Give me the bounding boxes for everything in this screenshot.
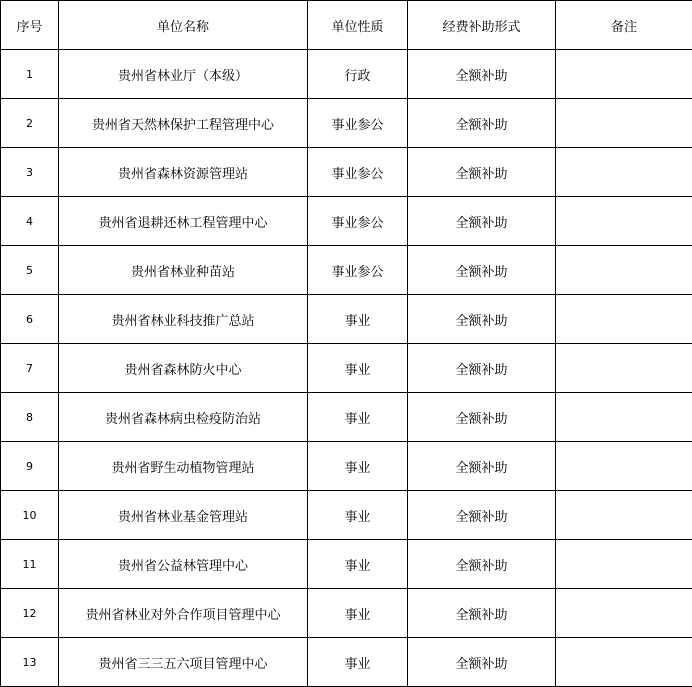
cell-no: 8 xyxy=(1,393,59,442)
cell-unit-nature: 事业 xyxy=(308,295,408,344)
cell-unit-nature: 事业 xyxy=(308,491,408,540)
header-funding-form: 经费补助形式 xyxy=(408,1,556,50)
cell-remark xyxy=(556,344,692,393)
header-unit-name: 单位名称 xyxy=(59,1,308,50)
table-row xyxy=(1,393,692,442)
cell-remark xyxy=(556,295,692,344)
cell-no: 5 xyxy=(1,246,59,295)
cell-no: 7 xyxy=(1,344,59,393)
cell-remark xyxy=(556,442,692,491)
cell-funding-form: 全额补助 xyxy=(408,99,556,148)
cell-unit-nature: 事业 xyxy=(308,589,408,638)
table-row xyxy=(1,638,692,687)
table-row xyxy=(1,540,692,589)
cell-unit-nature: 事业 xyxy=(308,344,408,393)
cell-no: 6 xyxy=(1,295,59,344)
table-row xyxy=(1,246,692,295)
cell-remark xyxy=(556,638,692,687)
table-row xyxy=(1,442,692,491)
cell-remark xyxy=(556,393,692,442)
table-row xyxy=(1,295,692,344)
header-no: 序号 xyxy=(1,1,59,50)
cell-funding-form: 全额补助 xyxy=(408,295,556,344)
table-row xyxy=(1,197,692,246)
table-body xyxy=(1,50,692,687)
cell-remark xyxy=(556,589,692,638)
cell-no: 11 xyxy=(1,540,59,589)
cell-funding-form: 全额补助 xyxy=(408,442,556,491)
cell-unit-name: 贵州省公益林管理中心 xyxy=(59,540,308,589)
cell-unit-name: 贵州省林业科技推广总站 xyxy=(59,295,308,344)
cell-unit-name: 贵州省林业种苗站 xyxy=(59,246,308,295)
cell-no: 3 xyxy=(1,148,59,197)
cell-funding-form: 全额补助 xyxy=(408,344,556,393)
cell-unit-name: 贵州省野生动植物管理站 xyxy=(59,442,308,491)
cell-unit-name: 贵州省森林防火中心 xyxy=(59,344,308,393)
header-remark: 备注 xyxy=(556,1,692,50)
cell-unit-nature: 行政 xyxy=(308,50,408,99)
cell-funding-form: 全额补助 xyxy=(408,393,556,442)
cell-unit-name: 贵州省退耕还林工程管理中心 xyxy=(59,197,308,246)
cell-funding-form: 全额补助 xyxy=(408,589,556,638)
cell-no: 2 xyxy=(1,99,59,148)
cell-funding-form: 全额补助 xyxy=(408,638,556,687)
table-row xyxy=(1,589,692,638)
cell-unit-nature: 事业参公 xyxy=(308,148,408,197)
table-row xyxy=(1,491,692,540)
cell-no: 10 xyxy=(1,491,59,540)
cell-funding-form: 全额补助 xyxy=(408,491,556,540)
table-row xyxy=(1,99,692,148)
cell-funding-form: 全额补助 xyxy=(408,540,556,589)
table-row xyxy=(1,344,692,393)
cell-unit-nature: 事业 xyxy=(308,540,408,589)
header-unit-nature: 单位性质 xyxy=(308,1,408,50)
cell-no: 13 xyxy=(1,638,59,687)
cell-remark xyxy=(556,99,692,148)
cell-unit-name: 贵州省林业基金管理站 xyxy=(59,491,308,540)
table-row xyxy=(1,148,692,197)
cell-remark xyxy=(556,148,692,197)
cell-remark xyxy=(556,540,692,589)
cell-funding-form: 全额补助 xyxy=(408,148,556,197)
cell-no: 4 xyxy=(1,197,59,246)
cell-unit-name: 贵州省森林病虫检疫防治站 xyxy=(59,393,308,442)
cell-unit-nature: 事业参公 xyxy=(308,246,408,295)
cell-no: 1 xyxy=(1,50,59,99)
cell-remark xyxy=(556,197,692,246)
cell-no: 12 xyxy=(1,589,59,638)
table-row xyxy=(1,50,692,99)
cell-remark xyxy=(556,246,692,295)
cell-funding-form: 全额补助 xyxy=(408,50,556,99)
cell-remark xyxy=(556,50,692,99)
cell-remark xyxy=(556,491,692,540)
cell-no: 9 xyxy=(1,442,59,491)
cell-unit-name: 贵州省林业厅（本级） xyxy=(59,50,308,99)
cell-funding-form: 全额补助 xyxy=(408,197,556,246)
cell-funding-form: 全额补助 xyxy=(408,246,556,295)
cell-unit-name: 贵州省三三五六项目管理中心 xyxy=(59,638,308,687)
cell-unit-nature: 事业 xyxy=(308,638,408,687)
cell-unit-nature: 事业参公 xyxy=(308,197,408,246)
cell-unit-nature: 事业 xyxy=(308,442,408,491)
header-row xyxy=(1,1,692,50)
cell-unit-name: 贵州省天然林保护工程管理中心 xyxy=(59,99,308,148)
cell-unit-nature: 事业参公 xyxy=(308,99,408,148)
cell-unit-name: 贵州省林业对外合作项目管理中心 xyxy=(59,589,308,638)
cell-unit-nature: 事业 xyxy=(308,393,408,442)
cell-unit-name: 贵州省森林资源管理站 xyxy=(59,148,308,197)
